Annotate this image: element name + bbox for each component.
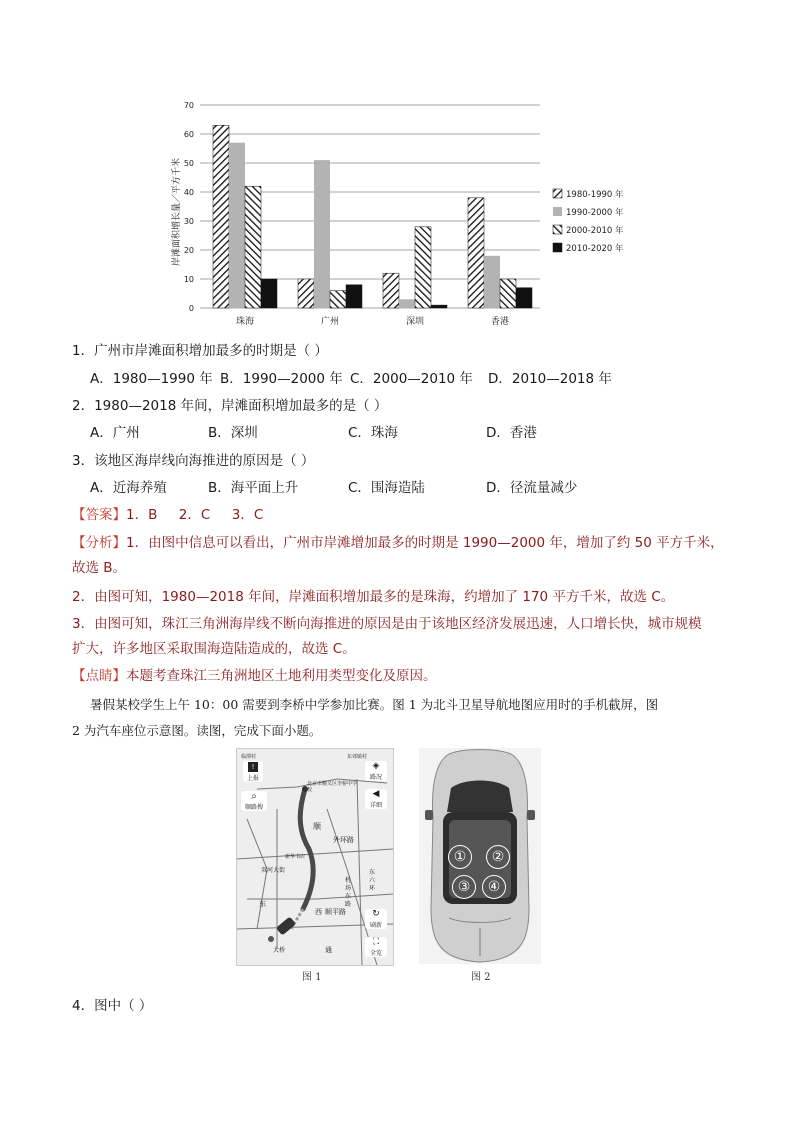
q3-option-d[interactable]: D．径流量减少 [486, 480, 578, 496]
bar [415, 227, 431, 308]
map-label-bridge: 大桥 [273, 947, 286, 954]
q2-option-b[interactable]: B．深圳 [208, 425, 258, 441]
detail-button[interactable] [365, 789, 387, 809]
bar [229, 143, 245, 308]
q3-option-b[interactable]: B．海平面上升 [208, 480, 299, 496]
report-icon: ! [248, 762, 258, 772]
answer-label: 【答案】 [72, 507, 126, 523]
traffic-icon: ◈ [372, 761, 380, 771]
map-label-road1: 顺 [313, 822, 321, 831]
intro-line-2: 2 为汽车座位示意图。读图，完成下面小题。 [72, 723, 322, 738]
analysis-line-3b: 扩大，许多地区采取围海造陆造成的，故选 C。 [72, 641, 356, 657]
analysis-text-1: 1．由图中信息可以看出，广州市岸滩增加最多的时期是 1990—2000 年，增加了约 50 平方千米， [126, 535, 724, 551]
q3-option-c[interactable]: C．围海造陆 [348, 480, 425, 496]
bar [245, 186, 261, 308]
answer-line [72, 503, 263, 527]
map-label-top2: 东郊镇村 [347, 754, 368, 760]
car-drawing [419, 748, 541, 964]
bar [330, 291, 346, 308]
legend-label: 2010-2020 年 [566, 244, 624, 254]
map-label-xinhua: 新华书店 [285, 854, 306, 860]
map-label-road2: 通 [325, 946, 332, 954]
answer-text: 1．B 2．C 3．C [126, 507, 264, 523]
x-tick-label: 香港 [490, 317, 510, 327]
q2-option-c[interactable]: C．珠海 [348, 425, 398, 441]
detail-label: 详细 [369, 802, 382, 809]
x-tick-label: 珠海 [235, 317, 255, 327]
speaker-icon: ◀ [372, 789, 380, 799]
x-tick-label: 广州 [320, 317, 340, 327]
map-label-ring: 外环路 [333, 836, 354, 844]
seat-1[interactable]: ① [448, 845, 472, 869]
y-tick-label: 10 [183, 275, 194, 284]
bar [468, 198, 484, 308]
bar [383, 273, 399, 308]
traffic-button[interactable] [365, 761, 387, 781]
q1-option-a[interactable]: A．1980—1990 年 [90, 371, 213, 387]
beach-area-bar-chart [150, 92, 650, 332]
question-2-options [90, 423, 537, 443]
legend-swatch [553, 243, 562, 252]
figure-2-caption: 图 2 [471, 972, 491, 983]
y-tick-label: 40 [183, 188, 194, 197]
question-3-options [90, 478, 577, 498]
overview-icon: ⛶ [372, 937, 380, 947]
bar [431, 305, 447, 308]
map-label-top1: 临潭村 [241, 754, 257, 760]
analysis-line-3: 3．由图可知，珠江三角洲海岸线不断向海推进的原因是由于该地区经济发展迅速，人口增长快，城市规模 [72, 616, 702, 632]
y-tick-label: 30 [183, 217, 194, 226]
y-tick-label: 0 [188, 304, 194, 313]
y-tick-label: 60 [183, 130, 194, 139]
y-tick-label: 50 [183, 159, 194, 168]
q1-option-b[interactable]: B．1990—2000 年 [220, 371, 343, 387]
report-label: 上报 [246, 775, 259, 782]
q2-option-a[interactable]: A．广州 [90, 425, 140, 441]
seat-2[interactable]: ② [486, 845, 510, 869]
chart-legend [553, 189, 624, 254]
legend-swatch [553, 207, 562, 216]
map-label-dongliu: 东六环 [369, 869, 376, 892]
x-tick-label: 深圳 [405, 317, 425, 327]
along-way-search-button[interactable] [241, 791, 267, 811]
refresh-button[interactable] [365, 909, 387, 929]
overview-button[interactable] [365, 937, 387, 957]
intro-line-1: 暑假某校学生上午 10：00 需要到李桥中学参加比赛。图 1 为北斗卫星导航地图应用时的手机截屏，图 [90, 697, 659, 712]
tip-line [72, 664, 437, 688]
seat-4[interactable]: ④ [482, 875, 506, 899]
along-way-label: 顺路搜 [244, 804, 263, 811]
overview-label: 全览 [369, 950, 382, 957]
bar [261, 279, 277, 308]
bar [314, 160, 330, 308]
map-label-east: 东 [259, 900, 266, 908]
map-label-shuangxing: 双河大街 [261, 867, 286, 874]
bar [399, 299, 415, 308]
q1-option-d[interactable]: D．2010—2018 年 [488, 371, 612, 387]
tip-text: 本题考查珠江三角洲地区土地利用类型变化及原因。 [126, 668, 437, 684]
bar [346, 285, 362, 308]
bar [484, 256, 500, 308]
analysis-line-1 [72, 531, 724, 555]
q3-option-a[interactable]: A．近海养殖 [90, 480, 167, 496]
y-tick-label: 20 [183, 246, 194, 255]
chart-bars [213, 125, 532, 308]
bar [298, 279, 314, 308]
question-1-stem: 1．广州市岸滩面积增加最多的时期是（ ） [72, 343, 328, 359]
map-label-road3: 顺平路 [325, 908, 346, 916]
legend-swatch [553, 189, 562, 198]
map-label-school: 北京市顺义区李桥中学校 [307, 781, 358, 793]
legend-label: 1990-2000 年 [566, 208, 624, 218]
tip-label: 【点睛】 [72, 668, 126, 684]
bar [500, 279, 516, 308]
analysis-label: 【分析】 [72, 535, 126, 551]
q1-option-c[interactable]: C．2000—2010 年 [350, 371, 473, 387]
figure-1-caption: 图 1 [302, 972, 322, 983]
bar [213, 125, 229, 308]
map-label-jichang: 机场东路 [345, 877, 352, 908]
analysis-line-2: 2．由图可知，1980—2018 年间，岸滩面积增加最多的是珠海，约增加了 170 平方千米，故选 C。 [72, 589, 675, 605]
question-2-stem: 2．1980—2018 年间，岸滩面积增加最多的是（ ） [72, 398, 388, 414]
refresh-label: 刷新 [369, 922, 382, 929]
figure-1-map [236, 748, 394, 966]
question-4-stem: 4．图中（ ） [72, 998, 153, 1014]
legend-label: 1980-1990 年 [566, 190, 624, 200]
y-axis-label: 岸滩面积增长量／平方千米 [172, 157, 182, 267]
bar [516, 288, 532, 308]
analysis-line-1b: 故选 B。 [72, 560, 127, 576]
question-1-options [90, 369, 612, 389]
legend-label: 2000-2010 年 [566, 226, 624, 236]
legend-swatch [553, 225, 562, 234]
q2-option-d[interactable]: D．香港 [486, 425, 537, 441]
figure-2-car [419, 748, 541, 964]
refresh-icon: ↻ [372, 909, 380, 919]
map-label-west: 西 [315, 908, 322, 916]
seat-3[interactable]: ③ [452, 875, 476, 899]
question-3-stem: 3．该地区海岸线向海推进的原因是（ ） [72, 453, 315, 469]
report-button[interactable] [243, 761, 263, 782]
y-tick-label: 70 [183, 101, 194, 110]
search-icon: ⌕ [251, 791, 257, 802]
traffic-label: 路况 [369, 774, 382, 781]
